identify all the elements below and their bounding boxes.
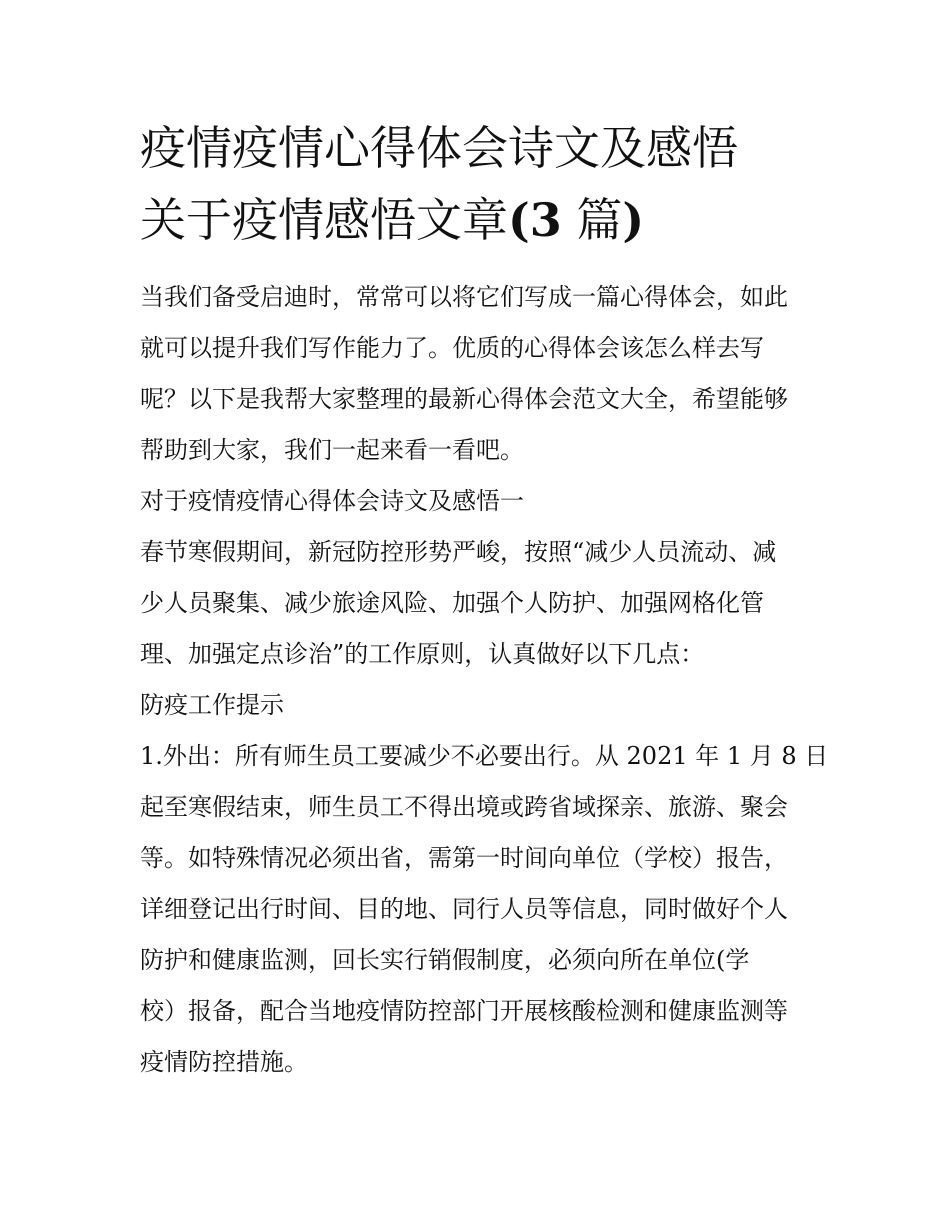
- intro-line: 呢？以下是我帮大家整理的最新心得体会范文大全，希望能够: [140, 385, 788, 413]
- principle-line: 理、加强定点诊治”的工作原则，认真做好以下几点：: [140, 640, 705, 668]
- item-1-line: 校）报备，配合当地疫情防控部门开展核酸检测和健康监测等: [140, 997, 788, 1025]
- item-1-paragraph: [140, 731, 829, 1088]
- intro-line: 当我们备受启迪时，常常可以将它们写成一篇心得体会，如此: [140, 283, 788, 311]
- tips-heading: 防疫工作提示: [140, 691, 284, 719]
- item-1-line: 起至寒假结束，师生员工不得出境或跨省域探亲、旅游、聚会: [140, 793, 788, 821]
- intro-line: 帮助到大家，我们一起来看一看吧。: [140, 436, 524, 464]
- item-1-line: 1.外出：所有师生员工要减少不必要出行。从 2021 年 1 月 8 日: [140, 742, 829, 770]
- item-1-line: 防护和健康监测，回长实行销假制度，必须向所在单位(学: [140, 946, 750, 974]
- title-count-unit: 篇: [561, 193, 623, 247]
- document-title: [140, 112, 815, 256]
- principle-paragraph: [140, 527, 815, 680]
- item-1-line: 疫情防控措施。: [140, 1048, 308, 1076]
- principle-line: 少人员聚集、减少旅途风险、加强个人防护、加强网格化管: [140, 589, 764, 617]
- item-1-line: 等。如特殊情况必须出省，需第一时间向单位（学校）报告，: [140, 844, 788, 872]
- title-count: (3: [508, 193, 562, 247]
- title-close-paren: ): [622, 193, 645, 247]
- document-page: [140, 112, 829, 1088]
- section-heading: 对于疫情疫情心得体会诗文及感悟一: [140, 487, 524, 515]
- document-body: [140, 272, 829, 1088]
- title-line-2-text: 关于疫情感悟文章: [140, 193, 508, 247]
- principle-line: 春节寒假期间，新冠防控形势严峻，按照“减少人员流动、减: [140, 538, 777, 566]
- intro-paragraph: [140, 272, 815, 476]
- title-line-1: 疫情疫情心得体会诗文及感悟: [140, 121, 738, 175]
- intro-line: 就可以提升我们写作能力了。优质的心得体会该怎么样去写: [140, 334, 764, 362]
- title-line-2: [140, 184, 815, 256]
- item-1-line: 详细登记出行时间、目的地、同行人员等信息，同时做好个人: [140, 895, 788, 923]
